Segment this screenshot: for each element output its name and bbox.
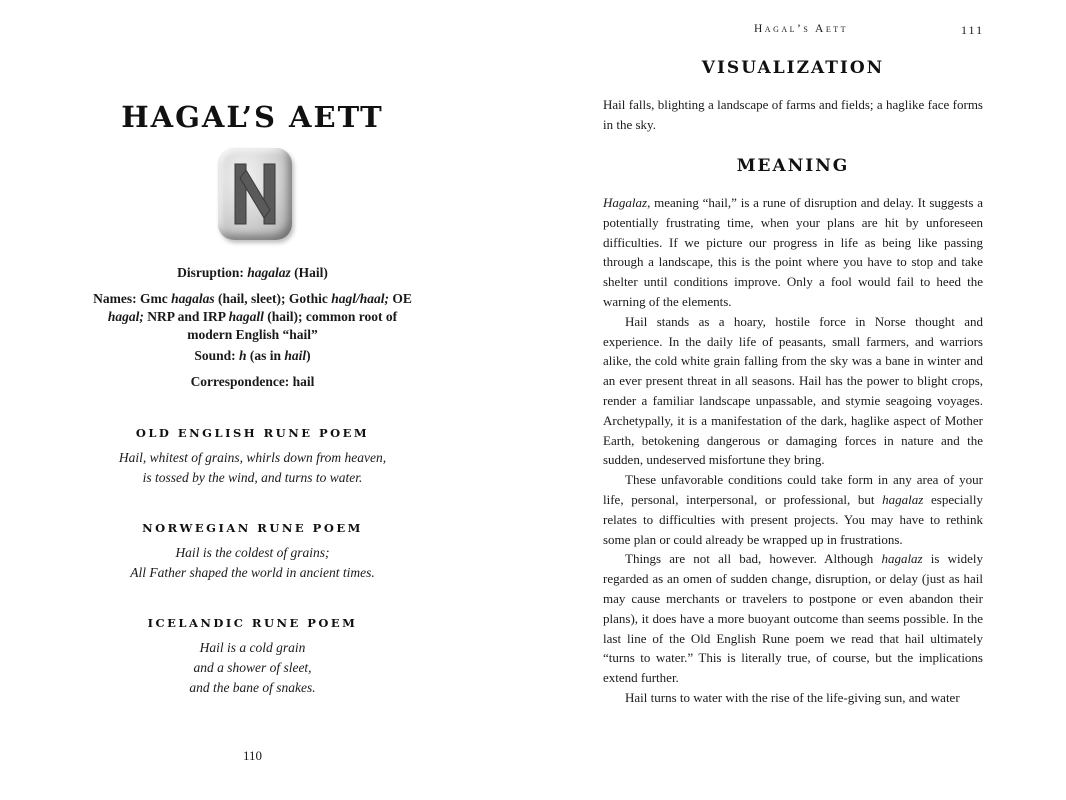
names-italic-3: hagal; [107, 309, 144, 324]
names-italic-4: hagall [228, 309, 264, 324]
poem-line: All Father shaped the world in ancient times. [130, 565, 375, 580]
disruption-rune-name: hagalaz [247, 265, 291, 280]
poem-heading-icelandic: ICELANDIC RUNE POEM [147, 616, 358, 630]
names-italic-1: hagalas [171, 291, 215, 306]
rune-name-italic: hagalaz [882, 491, 924, 507]
running-head [741, 23, 861, 35]
poem-line: Hail is the coldest of grains; [175, 545, 330, 560]
running-head-text: Hagal’s Aett [753, 23, 848, 35]
disruption-prefix: Disruption: [177, 265, 248, 280]
poem-heading-norwegian: NORWEGIAN RUNE POEM [142, 521, 363, 535]
meaning-paragraph-5: Hail turns to water with the rise of the life-giving sun, and water [625, 689, 960, 705]
names-line [90, 290, 415, 344]
sound-mid: (as in [246, 348, 285, 363]
meaning-paragraph-2: Hail stands as a hoary, hostile force in Norse thought and experience. In the daily life of peasants, small farmers, and warriors alike, the cold white grain falling from the sky was a bane in winter and an ever present threat in all seasons. Hail has the power to blight crops, render a familiar landscape unpassable, and stymie seagoing voyages. Archetypally, it is a manifestation of the dark, haglike aspect of Mother Earth, betokening dangerous or damaging forces in nature and the sudden, undeserved misfortune they bring. [603, 313, 983, 468]
poem-line: Hail is a cold grain [199, 640, 306, 655]
rune-name-italic: hagalaz [881, 551, 923, 567]
hagalaz-rune-icon [218, 148, 292, 240]
page-number-left: 110 [242, 748, 263, 763]
meaning-paragraph-3 [603, 470, 983, 549]
paragraph-text: is widely regarded as an omen of sudden change, disruption, or delay (just as hail may cause merchants or travelers to postpone or even abandon their plans), it does have a more buoyant outcome than seems possible. In the last line of the Old English Rune poem we read that hail ultimately “turns to water.” This is literally true, of course, but the implications extend further. [603, 551, 983, 686]
right-page [533, 0, 1066, 800]
poem-icelandic [0, 638, 505, 698]
poem-line: and the bane of snakes. [189, 680, 316, 695]
names-italic-2: hagl/haal; [331, 291, 389, 306]
visualization-paragraph: Hail falls, blighting a landscape of farms and fields; a haglike face forms in the sky. [603, 97, 983, 132]
meaning-heading: MEANING [736, 156, 850, 176]
names-part-2: (hail, sleet); Gothic [214, 291, 332, 306]
page-number-right: 111 [961, 23, 985, 37]
poem-old-english [0, 448, 505, 488]
visualization-heading: VISUALIZATION [701, 58, 885, 78]
sound-letter: h [238, 348, 247, 363]
meaning-paragraph-4 [603, 549, 983, 688]
correspondence-line: Correspondence: hail [190, 374, 315, 389]
paragraph-text: especially relates to difficulties with present projects. You may have to rethink some plan or could already be wrapped up in frustrations. [603, 491, 983, 547]
poem-line: is tossed by the wind, and turns to water. [142, 470, 363, 485]
rune-name-italic: Hagalaz [603, 195, 648, 210]
sound-word: hail [284, 348, 307, 363]
visualization-text [603, 95, 983, 135]
names-part-3: OE [388, 291, 412, 306]
poem-norwegian [0, 543, 505, 583]
meaning-text [603, 193, 983, 708]
names-part-1: Names: Gmc [93, 291, 172, 306]
paragraph-text: , meaning “hail,” is a rune of disruption and delay. It suggests a potentially frustrating time, when your plans are hit by unforeseen difficulties. If we picture our progress in life as being like passing through a landscape, this is the point where you have to stop and take shelter until conditions improve. Only a fool would fail to heed the warning of the elements. [603, 195, 983, 309]
sound-line [90, 347, 415, 365]
rune-glyph-icon [218, 148, 292, 240]
disruption-suffix: (Hail) [290, 265, 328, 280]
sound-suffix: ) [306, 348, 311, 363]
poem-heading-old-english: OLD ENGLISH RUNE POEM [135, 426, 370, 440]
chapter-title: HAGAL’S AETT [121, 100, 384, 134]
sound-prefix: Sound: [194, 348, 239, 363]
disruption-line [90, 264, 415, 282]
poem-line: Hail, whitest of grains, whirls down from heaven, [118, 450, 387, 465]
paragraph-text: Things are not all bad, however. Although [625, 551, 882, 567]
meaning-paragraph-1 [603, 193, 983, 312]
paragraph-text: These unfavorable conditions could take form in any area of your life, personal, interpersonal, or professional, but [603, 472, 983, 507]
names-part-5: (hail); common root of modern English “hail” [187, 309, 398, 342]
names-part-4: NRP and IRP [143, 309, 229, 324]
poem-line: and a shower of sleet, [193, 660, 312, 675]
